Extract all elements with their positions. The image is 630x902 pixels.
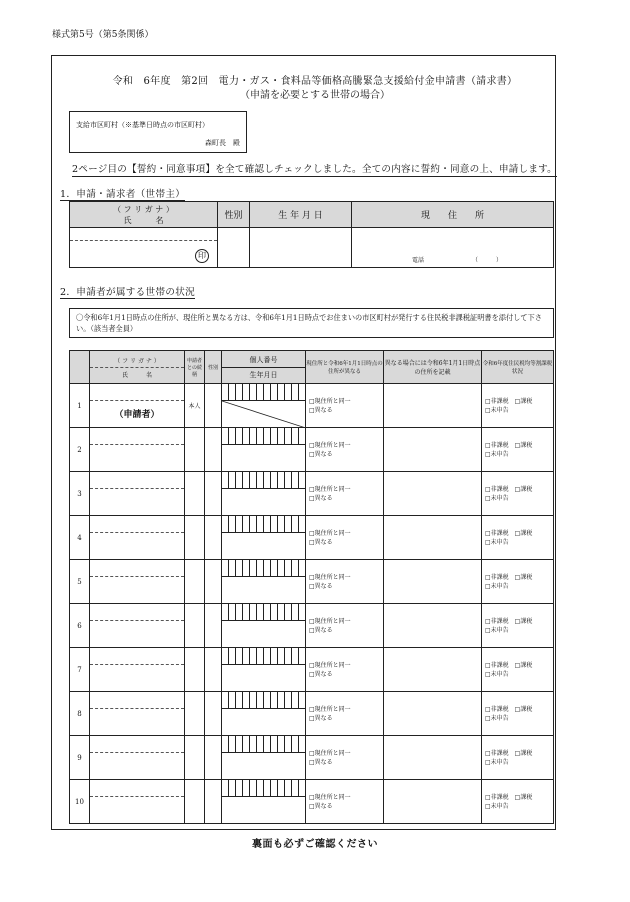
same-address-checkbox[interactable]: □現住所と同一: [309, 617, 351, 625]
address-diff-options[interactable]: [306, 428, 384, 472]
address-diff-options[interactable]: [306, 692, 384, 736]
mynumber-digit-boxes[interactable]: [222, 780, 305, 797]
different-address-checkbox[interactable]: □異なる: [309, 670, 333, 678]
section2-heading: 2．申請者が属する世帯の状況: [60, 284, 195, 299]
phone-parens: （ ）: [472, 257, 503, 264]
household-row: [70, 736, 554, 780]
num-header: [70, 351, 90, 384]
household-note: 〇令和6年1月1日時点の住所が、現住所と異なる方は、令和6年1月1日時点でお住まいの市区町村が発行する住民税非課税証明書を添付して下さい。（該当者全員）: [69, 308, 554, 338]
mayor-addressee: 森町長 殿: [205, 139, 240, 147]
jan-address-field[interactable]: [384, 692, 482, 736]
household-row: [70, 472, 554, 516]
name-label: 氏 名: [123, 215, 164, 225]
relation-header: 申請者との続柄: [185, 351, 205, 384]
member-relation-field[interactable]: [185, 560, 205, 604]
footer-note: 裏面も必ずご確認ください: [252, 839, 378, 850]
address-diff-header: 現住所と令和6年1月1日時点の住所が異なる: [306, 351, 384, 384]
row-number: 1: [70, 384, 90, 428]
applicant-name-field[interactable]: [70, 228, 218, 268]
jan-address-field[interactable]: [384, 560, 482, 604]
household-row: [70, 604, 554, 648]
tax-exempt-checkbox[interactable]: □非課税 □課税: [485, 397, 533, 405]
member-name-field[interactable]: [90, 560, 185, 604]
different-address-checkbox[interactable]: □異なる: [309, 538, 333, 546]
member-relation-field[interactable]: [185, 736, 205, 780]
address-diff-options[interactable]: [306, 384, 384, 428]
member-furigana-field[interactable]: [90, 692, 184, 709]
member-furigana-field[interactable]: [90, 736, 184, 753]
same-address-checkbox[interactable]: □現住所と同一: [309, 529, 351, 537]
member-name-field[interactable]: [90, 648, 185, 692]
member-furigana-field[interactable]: [90, 780, 184, 797]
jan-address-field[interactable]: [384, 780, 482, 824]
furigana-label: （ フ リ ガ ナ ）: [113, 204, 174, 214]
same-address-checkbox[interactable]: □現住所と同一: [309, 661, 351, 669]
tax-status-header: 令和6年度住民税均等割課税状況: [482, 351, 554, 384]
member-name-header: [90, 351, 185, 384]
mynumber-field[interactable]: [222, 384, 306, 428]
member-furigana-field[interactable]: [90, 428, 184, 445]
phone-label: 電話: [412, 257, 425, 264]
mynumber-field[interactable]: [222, 560, 306, 604]
household-row: [70, 692, 554, 736]
member-relation-field[interactable]: [185, 692, 205, 736]
same-address-checkbox[interactable]: □現住所と同一: [309, 397, 351, 405]
mynumber-field[interactable]: [222, 428, 306, 472]
address-diff-options[interactable]: [306, 780, 384, 824]
form-subtitle: （申請を必要とする世帯の場合）: [240, 90, 390, 101]
tax-exempt-checkbox[interactable]: □非課税 □課税: [485, 661, 533, 669]
different-address-checkbox[interactable]: □異なる: [309, 450, 333, 458]
tax-status-options[interactable]: [482, 472, 554, 516]
household-table: [69, 350, 554, 824]
row-number: 9: [70, 736, 90, 780]
mynumber-digit-boxes[interactable]: [222, 560, 305, 577]
tax-exempt-checkbox[interactable]: □非課税 □課税: [485, 441, 533, 449]
row-number: 10: [70, 780, 90, 824]
mynumber-digit-boxes[interactable]: [222, 428, 305, 445]
address-header: 現 住 所: [352, 202, 554, 228]
mynumber-field[interactable]: [222, 736, 306, 780]
different-address-checkbox[interactable]: □異なる: [309, 406, 333, 414]
row-number: 7: [70, 648, 90, 692]
mynumber-field[interactable]: [222, 472, 306, 516]
mynumber-field[interactable]: [222, 516, 306, 560]
member-name-label: 氏 名: [121, 371, 152, 379]
member-relation-field[interactable]: [185, 472, 205, 516]
different-address-checkbox[interactable]: □異なる: [309, 802, 333, 810]
row-number: 2: [70, 428, 90, 472]
member-furigana-field[interactable]: [90, 604, 184, 621]
same-address-checkbox[interactable]: □現住所と同一: [309, 749, 351, 757]
municipality-box: [69, 111, 247, 153]
household-row: [70, 648, 554, 692]
member-name-field[interactable]: [90, 736, 185, 780]
member-gender-field[interactable]: [205, 384, 222, 428]
mynumber-field[interactable]: [222, 780, 306, 824]
jan-address-field[interactable]: [384, 604, 482, 648]
row-number: 3: [70, 472, 90, 516]
dob-header: 生 年 月 日: [250, 202, 352, 228]
applicant-dob-field[interactable]: [250, 228, 352, 268]
member-furigana-label: （ フ リ ガ ナ ）: [90, 354, 184, 368]
same-address-checkbox[interactable]: □現住所と同一: [309, 705, 351, 713]
member-furigana-field[interactable]: [90, 560, 184, 577]
same-address-checkbox[interactable]: □現住所と同一: [309, 793, 351, 801]
mynumber-field[interactable]: [222, 648, 306, 692]
mynumber-digit-boxes[interactable]: [222, 384, 305, 401]
household-row: [70, 560, 554, 604]
member-relation-field[interactable]: [185, 516, 205, 560]
municipality-label: 支給市区町村（※基準日時点の市区町村）: [76, 121, 209, 129]
tax-unfiled-checkbox[interactable]: □未申告: [485, 626, 509, 634]
mynumber-header: [222, 351, 306, 384]
member-gender-field[interactable]: [205, 560, 222, 604]
same-address-checkbox[interactable]: □現住所と同一: [309, 573, 351, 581]
tax-unfiled-checkbox[interactable]: □未申告: [485, 802, 509, 810]
tax-unfiled-checkbox[interactable]: □未申告: [485, 538, 509, 546]
member-name-field[interactable]: [90, 780, 185, 824]
same-address-checkbox[interactable]: □現住所と同一: [309, 485, 351, 493]
member-name-field[interactable]: [90, 428, 185, 472]
gender-header: 性別: [218, 202, 250, 228]
tax-exempt-checkbox[interactable]: □非課税 □課税: [485, 617, 533, 625]
member-gender-field[interactable]: [205, 780, 222, 824]
member-furigana-field[interactable]: [90, 384, 184, 401]
member-relation-field[interactable]: [185, 604, 205, 648]
strike-diagonal: [222, 401, 306, 428]
same-address-checkbox[interactable]: □現住所と同一: [309, 441, 351, 449]
tax-status-options[interactable]: [482, 736, 554, 780]
member-relation-field[interactable]: [185, 780, 205, 824]
mynumber-digit-boxes[interactable]: [222, 604, 305, 621]
tax-status-options[interactable]: [482, 428, 554, 472]
tax-status-options[interactable]: [482, 780, 554, 824]
tax-exempt-checkbox[interactable]: □非課税 □課税: [485, 705, 533, 713]
jan-address-field[interactable]: [384, 384, 482, 428]
tax-status-options[interactable]: [482, 560, 554, 604]
applicant-address-field[interactable]: [352, 228, 554, 268]
member-furigana-field[interactable]: [90, 472, 184, 489]
row-number: 5: [70, 560, 90, 604]
different-address-checkbox[interactable]: □異なる: [309, 714, 333, 722]
member-gender-field[interactable]: [205, 428, 222, 472]
member-name-field[interactable]: [90, 604, 185, 648]
tax-unfiled-checkbox[interactable]: □未申告: [485, 582, 509, 590]
household-row: [70, 780, 554, 824]
relation-self: 本人: [188, 403, 201, 410]
tax-unfiled-checkbox[interactable]: □未申告: [485, 406, 509, 414]
applicant-table: [69, 201, 554, 268]
tax-status-options[interactable]: [482, 384, 554, 428]
mynumber-digit-boxes[interactable]: [222, 516, 305, 533]
seal-mark: 印: [195, 249, 209, 263]
address-jan-header: 異なる場合には令和6年1月1日時点の住所を記載: [384, 351, 482, 384]
different-address-checkbox[interactable]: □異なる: [309, 582, 333, 590]
member-furigana-field[interactable]: [90, 516, 184, 533]
member-gender-field[interactable]: [205, 516, 222, 560]
member-gender-field[interactable]: [205, 692, 222, 736]
tax-unfiled-checkbox[interactable]: □未申告: [485, 450, 509, 458]
tax-exempt-checkbox[interactable]: □非課税 □課税: [485, 793, 533, 801]
mynumber-digit-boxes[interactable]: [222, 648, 305, 665]
member-name-field[interactable]: [90, 472, 185, 516]
member-gender-field[interactable]: [205, 472, 222, 516]
member-name-field[interactable]: [90, 516, 185, 560]
household-row: [70, 384, 554, 428]
different-address-checkbox[interactable]: □異なる: [309, 494, 333, 502]
tax-status-options[interactable]: [482, 648, 554, 692]
row-number: 8: [70, 692, 90, 736]
section1-heading: 1．申請・請求者（世帯主）: [60, 186, 185, 201]
tax-exempt-checkbox[interactable]: □非課税 □課税: [485, 485, 533, 493]
applicant-marker: （申請者）: [114, 410, 160, 420]
tax-exempt-checkbox[interactable]: □非課税 □課税: [485, 573, 533, 581]
member-name-field[interactable]: [90, 384, 185, 428]
jan-address-field[interactable]: [384, 648, 482, 692]
different-address-checkbox[interactable]: □異なる: [309, 626, 333, 634]
tax-status-options[interactable]: [482, 604, 554, 648]
jan-address-field[interactable]: [384, 516, 482, 560]
household-row: [70, 516, 554, 560]
mynumber-label: 個人番号: [222, 353, 305, 368]
form-number-label: 様式第5号（第5条関係）: [52, 30, 154, 40]
mynumber-field[interactable]: [222, 692, 306, 736]
member-gender-field[interactable]: [205, 736, 222, 780]
jan-address-field[interactable]: [384, 736, 482, 780]
member-gender-header: 性別: [205, 351, 222, 384]
address-diff-options[interactable]: [306, 648, 384, 692]
member-gender-field[interactable]: [205, 604, 222, 648]
row-number: 6: [70, 604, 90, 648]
tax-unfiled-checkbox[interactable]: □未申告: [485, 494, 509, 502]
form-title: 令和 6年度 第2回 電力・ガス・食料品等価格高騰緊急支援給付金申請書（請求書）: [112, 76, 518, 87]
mynumber-digit-boxes[interactable]: [222, 472, 305, 489]
tax-unfiled-checkbox[interactable]: □未申告: [485, 714, 509, 722]
member-gender-field[interactable]: [205, 648, 222, 692]
mynumber-field[interactable]: [222, 604, 306, 648]
tax-status-options[interactable]: [482, 516, 554, 560]
member-relation-field[interactable]: [185, 384, 205, 428]
jan-address-field[interactable]: [384, 428, 482, 472]
jan-address-field[interactable]: [384, 472, 482, 516]
member-furigana-field[interactable]: [90, 648, 184, 665]
member-relation-field[interactable]: [185, 648, 205, 692]
tax-unfiled-checkbox[interactable]: □未申告: [485, 758, 509, 766]
row-number: 4: [70, 516, 90, 560]
address-diff-options[interactable]: [306, 736, 384, 780]
applicant-gender-field[interactable]: [218, 228, 250, 268]
tax-exempt-checkbox[interactable]: □非課税 □課税: [485, 529, 533, 537]
address-diff-options[interactable]: [306, 472, 384, 516]
member-relation-field[interactable]: [185, 428, 205, 472]
member-dob-label: 生年月日: [249, 370, 278, 379]
household-row: [70, 428, 554, 472]
consent-statement: 2ページ目の【誓約・同意事項】を全て確認しチェックしました。全ての内容に誓約・同意の上、申請します。: [72, 161, 557, 177]
tax-exempt-checkbox[interactable]: □非課税 □課税: [485, 749, 533, 757]
applicant-name-header: [70, 202, 218, 228]
address-diff-options[interactable]: [306, 516, 384, 560]
member-name-field[interactable]: [90, 692, 185, 736]
tax-unfiled-checkbox[interactable]: □未申告: [485, 670, 509, 678]
tax-status-options[interactable]: [482, 692, 554, 736]
address-diff-options[interactable]: [306, 604, 384, 648]
mynumber-digit-boxes[interactable]: [222, 736, 305, 753]
different-address-checkbox[interactable]: □異なる: [309, 758, 333, 766]
mynumber-digit-boxes[interactable]: [222, 692, 305, 709]
address-diff-options[interactable]: [306, 560, 384, 604]
